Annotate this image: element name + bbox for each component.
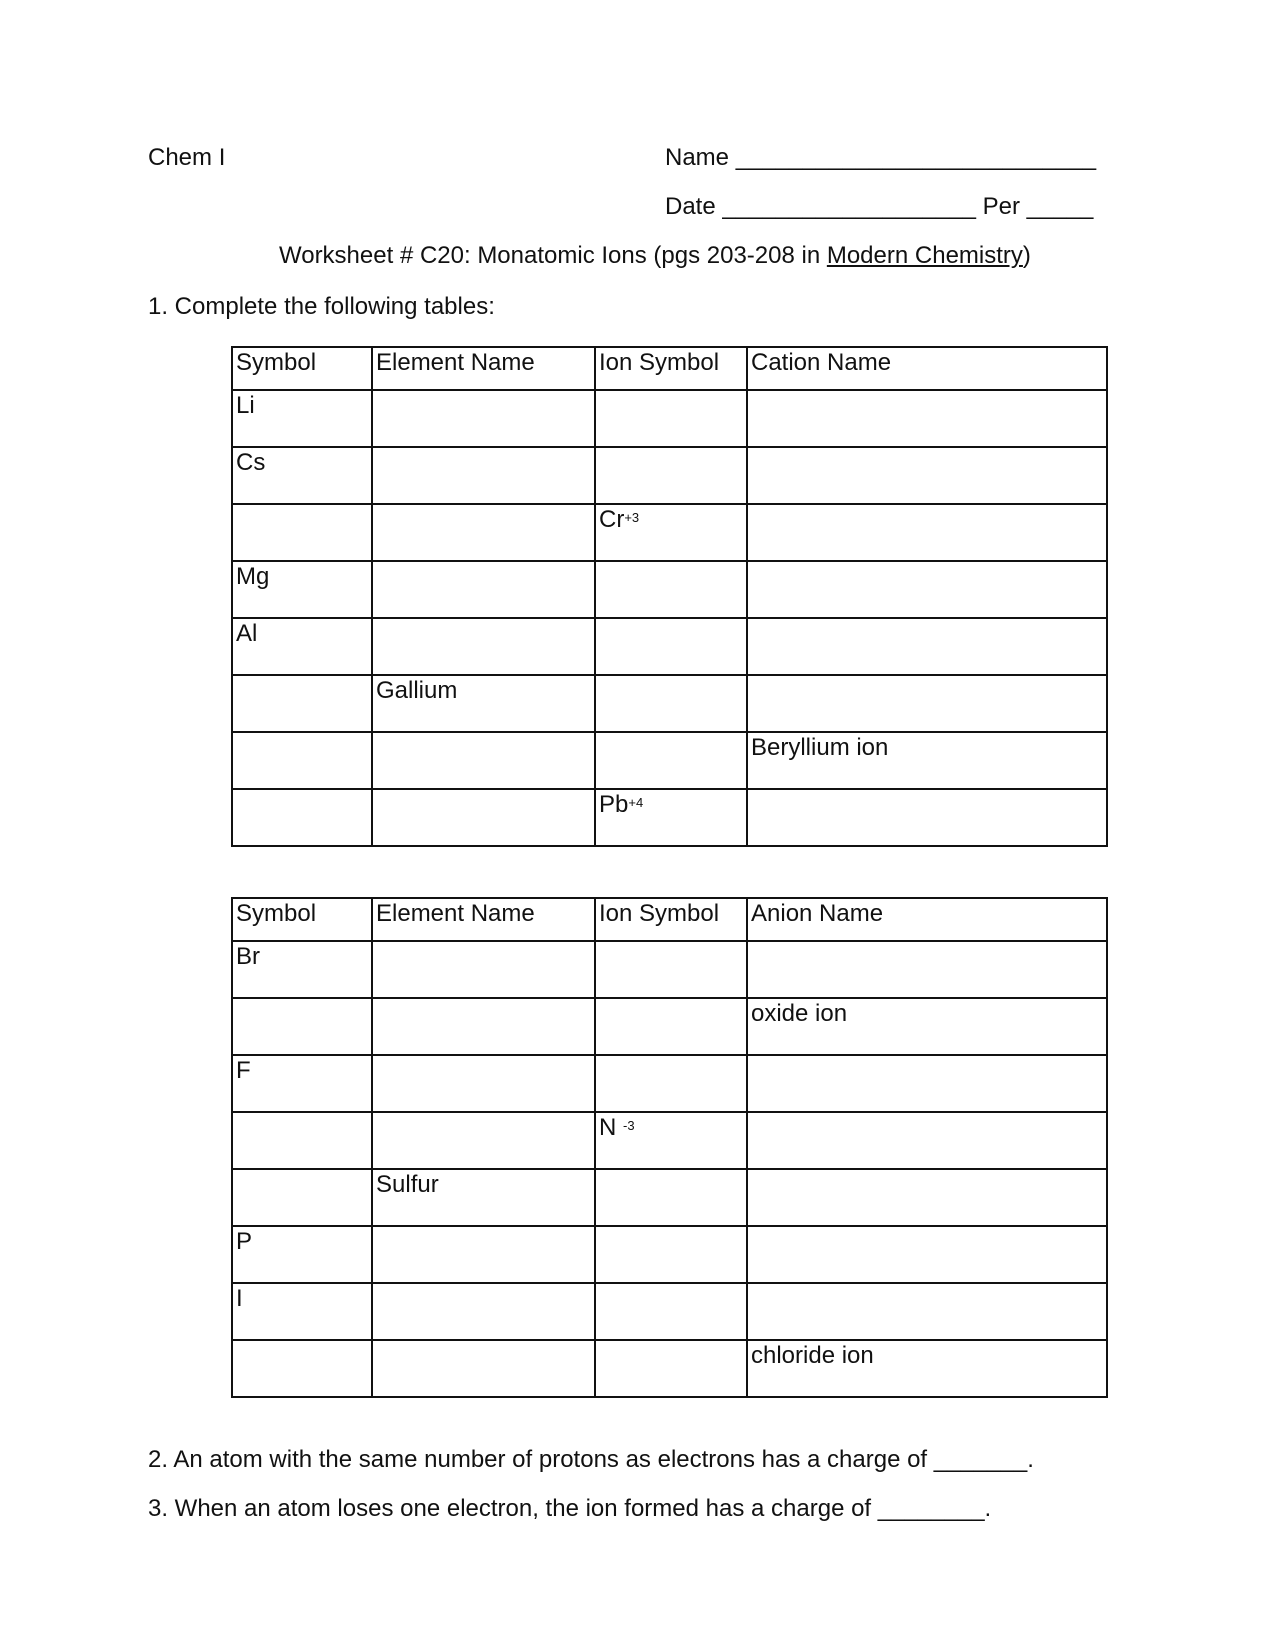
column-header: Ion Symbol (595, 898, 747, 941)
ion-name-cell[interactable]: oxide ion (747, 998, 1107, 1055)
element-name-cell[interactable] (372, 504, 595, 561)
title-suffix: ) (1022, 242, 1031, 269)
ion-symbol-cell[interactable] (595, 998, 747, 1055)
element-name-cell[interactable] (372, 447, 595, 504)
symbol-cell[interactable]: P (232, 1226, 372, 1283)
column-header: Element Name (372, 898, 595, 941)
symbol-cell[interactable] (232, 1169, 372, 1226)
symbol-cell[interactable] (232, 675, 372, 732)
ion-name-cell[interactable] (747, 1055, 1107, 1112)
table-row (232, 618, 1107, 675)
table-row (232, 941, 1107, 998)
element-name-cell[interactable] (372, 1283, 595, 1340)
element-name-cell[interactable] (372, 1226, 595, 1283)
ion-name-cell[interactable] (747, 618, 1107, 675)
table-header-row (232, 898, 1107, 941)
element-name-cell[interactable] (372, 1055, 595, 1112)
element-name-cell[interactable] (372, 561, 595, 618)
symbol-cell[interactable]: F (232, 1055, 372, 1112)
ion-charge: -3 (623, 1118, 635, 1133)
ion-symbol-cell[interactable] (595, 1055, 747, 1112)
column-header: Cation Name (747, 347, 1107, 390)
ion-symbol-cell[interactable] (595, 1169, 747, 1226)
ion-name-cell[interactable] (747, 447, 1107, 504)
symbol-cell[interactable]: Al (232, 618, 372, 675)
title-prefix: Worksheet # C20: Monatomic Ions (pgs 203-208 in (279, 242, 827, 269)
ion-name-cell[interactable] (747, 504, 1107, 561)
ion-name-cell[interactable] (747, 789, 1107, 846)
cation-table (231, 346, 1108, 847)
ion-symbol-cell[interactable] (595, 504, 747, 561)
ion-symbol-cell[interactable] (595, 789, 747, 846)
symbol-cell[interactable] (232, 789, 372, 846)
date-period-line: Date ___________________ Per _____ (665, 193, 1094, 220)
worksheet-title (279, 242, 1031, 270)
symbol-cell[interactable] (232, 732, 372, 789)
name-line: Name ___________________________ (665, 144, 1097, 171)
symbol-cell[interactable] (232, 998, 372, 1055)
question-3: 3. When an atom loses one electron, the ion formed has a charge of ________. (148, 1495, 992, 1522)
element-name-cell[interactable] (372, 732, 595, 789)
ion-symbol-cell[interactable] (595, 561, 747, 618)
ion-charge: +3 (624, 510, 640, 525)
table-row (232, 1112, 1107, 1169)
ion-name-cell[interactable] (747, 941, 1107, 998)
ion-name-cell[interactable] (747, 1226, 1107, 1283)
ion-name-cell[interactable] (747, 1169, 1107, 1226)
element-name-cell[interactable] (372, 390, 595, 447)
ion-symbol-cell[interactable] (595, 447, 747, 504)
table-row (232, 561, 1107, 618)
symbol-cell[interactable] (232, 504, 372, 561)
column-header: Element Name (372, 347, 595, 390)
ion-symbol-cell[interactable] (595, 1340, 747, 1397)
symbol-cell[interactable]: Mg (232, 561, 372, 618)
table-row (232, 675, 1107, 732)
element-name-cell[interactable] (372, 941, 595, 998)
table-row (232, 1283, 1107, 1340)
element-name-cell[interactable]: Gallium (372, 675, 595, 732)
table-row (232, 1169, 1107, 1226)
ion-name-cell[interactable] (747, 390, 1107, 447)
ion-symbol-cell[interactable] (595, 1226, 747, 1283)
ion-symbol-cell[interactable] (595, 618, 747, 675)
question-1: 1. Complete the following tables: (148, 293, 495, 320)
ion-base: Cr (599, 506, 625, 533)
table-row (232, 390, 1107, 447)
table-row (232, 1226, 1107, 1283)
ion-symbol-cell[interactable] (595, 1112, 747, 1169)
ion-symbol-cell[interactable] (595, 1283, 747, 1340)
element-name-cell[interactable] (372, 1340, 595, 1397)
ion-symbol-cell[interactable] (595, 941, 747, 998)
table-row (232, 1340, 1107, 1397)
ion-name-cell[interactable]: chloride ion (747, 1340, 1107, 1397)
symbol-cell[interactable]: I (232, 1283, 372, 1340)
column-header: Anion Name (747, 898, 1107, 941)
ion-base: Pb (599, 791, 629, 818)
element-name-cell[interactable] (372, 618, 595, 675)
table-row (232, 447, 1107, 504)
ion-base: N (599, 1114, 623, 1141)
ion-symbol-cell[interactable] (595, 390, 747, 447)
ion-charge: +4 (628, 795, 644, 810)
anion-table (231, 897, 1108, 1398)
table-row (232, 789, 1107, 846)
ion-name-cell[interactable] (747, 675, 1107, 732)
symbol-cell[interactable]: Br (232, 941, 372, 998)
element-name-cell[interactable]: Sulfur (372, 1169, 595, 1226)
symbol-cell[interactable] (232, 1340, 372, 1397)
element-name-cell[interactable] (372, 789, 595, 846)
ion-name-cell[interactable]: Beryllium ion (747, 732, 1107, 789)
symbol-cell[interactable]: Cs (232, 447, 372, 504)
symbol-cell[interactable] (232, 1112, 372, 1169)
table-row (232, 732, 1107, 789)
ion-name-cell[interactable] (747, 561, 1107, 618)
question-2: 2. An atom with the same number of protons as electrons has a charge of _______. (148, 1446, 1034, 1473)
symbol-cell[interactable]: Li (232, 390, 372, 447)
column-header: Symbol (232, 347, 372, 390)
title-book: Modern Chemistry (826, 242, 1023, 269)
ion-symbol-cell[interactable] (595, 732, 747, 789)
table-row (232, 998, 1107, 1055)
ion-name-cell[interactable] (747, 1283, 1107, 1340)
table-row (232, 1055, 1107, 1112)
course-label: Chem I (148, 144, 226, 171)
table-row (232, 504, 1107, 561)
ion-symbol-cell[interactable] (595, 675, 747, 732)
column-header: Ion Symbol (595, 347, 747, 390)
element-name-cell[interactable] (372, 1112, 595, 1169)
element-name-cell[interactable] (372, 998, 595, 1055)
table-header-row (232, 347, 1107, 390)
column-header: Symbol (232, 898, 372, 941)
ion-name-cell[interactable] (747, 1112, 1107, 1169)
